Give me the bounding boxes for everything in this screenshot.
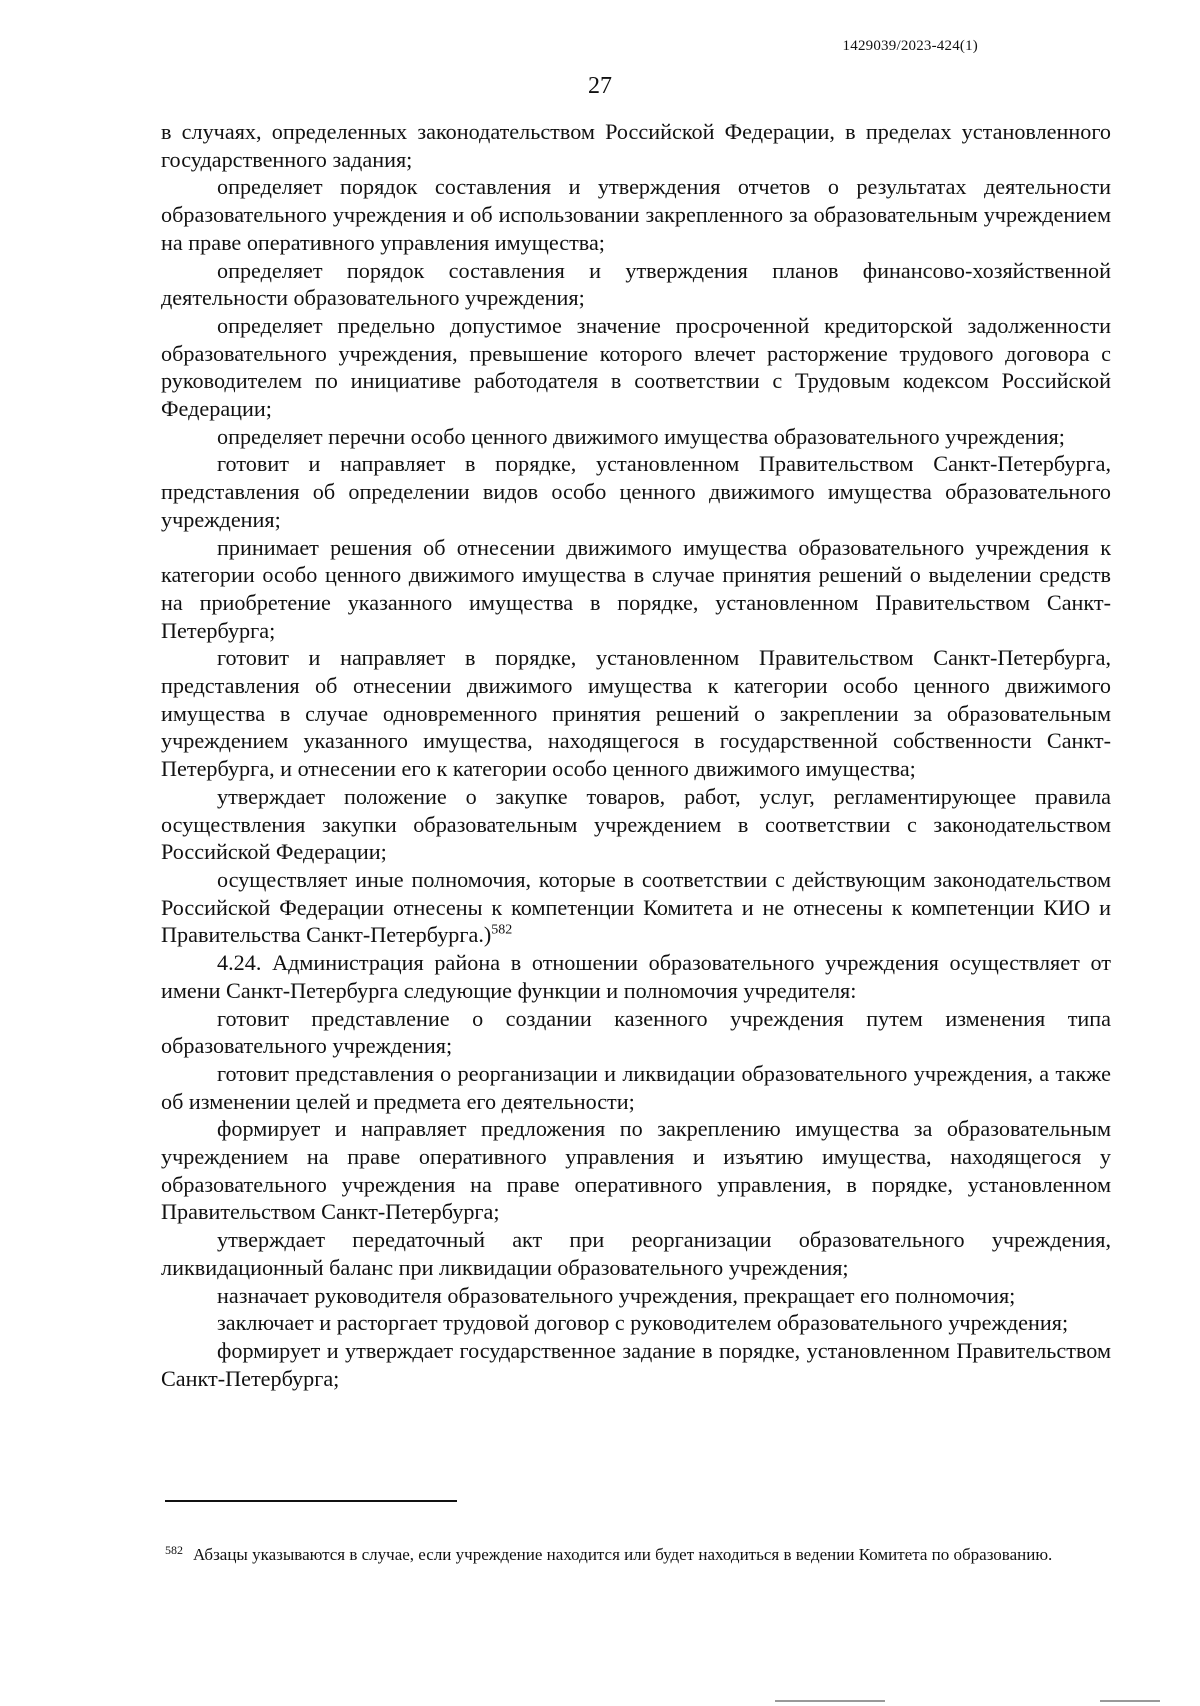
paragraph: заключает и расторгает трудовой договор с руководителем образовательного учреждения; xyxy=(217,1310,1069,1336)
paragraph-with-footnote xyxy=(161,866,1111,949)
footnote-separator xyxy=(165,1500,457,1502)
scan-artifact xyxy=(775,1700,885,1702)
paragraph: определяет порядок составления и утверждения планов финансово-хозяйственной деятельности образовательного учреждения; xyxy=(161,257,1111,311)
footnote xyxy=(165,1542,1111,1567)
paragraph: определяет перечни особо ценного движимого имущества образовательного учреждения; xyxy=(217,423,1065,449)
paragraph: принимает решения об отнесении движимого имущества образовательного учреждения к категории особо ценного движимого имущества в случае принятия решений о выделении средств на приобретение указанного имущества в порядке, установленном Правительством Санкт-Петербурга; xyxy=(161,534,1111,643)
paragraph: готовит представления о реорганизации и ликвидации образовательного учреждения, а также об изменении целей и предмета его деятельности; xyxy=(161,1060,1111,1114)
scan-artifact xyxy=(1100,1700,1160,1702)
paragraph: утверждает передаточный акт при реорганизации образовательного учреждения, ликвидационный баланс при ликвидации образовательного учреждения; xyxy=(161,1227,1111,1280)
document-number: 1429039/2023-424(1) xyxy=(842,38,978,54)
paragraph: назначает руководителя образовательного учреждения, прекращает его полномочия; xyxy=(217,1282,1016,1308)
footnote-reference[interactable]: 582 xyxy=(491,923,513,938)
paragraph: готовит представление о создании казенного учреждения путем изменения типа образовательного учреждения; xyxy=(161,1005,1111,1059)
section-4-24: 4.24. Администрация района в отношении образовательного учреждения осуществляет от имени Санкт-Петербурга следующие функции и полномочия учредителя: xyxy=(161,950,1111,1003)
paragraph: утверждает положение о закупке товаров, работ, услуг, регламентирующее правила осуществления закупки образовательным учреждением в соответствии с законодательством Российской Федерации; xyxy=(161,783,1111,865)
page-number: 27 xyxy=(588,73,612,99)
document-body xyxy=(161,118,1111,1392)
paragraph: готовит и направляет в порядке, установленном Правительством Санкт-Петербурга, представления об отнесении движимого имущества к категории особо ценного движимого имущества в случае одновременного принятия решений о закреплении за образовательным учреждением указанного имущества, находящегося в государственной собственности Санкт-Петербурга, и отнесении его к категории особо ценного движимого имущества; xyxy=(161,645,1111,782)
paragraph: в случаях, определенных законодательством Российской Федерации, в пределах установленного государственного задания; xyxy=(161,119,1111,172)
paragraph-text: осуществляет иные полномочия, которые в соответствии с действующим законодательством Российской Федерации отнесены к компетенции Комитета и не отнесены к компетенции КИО и Правительства Санкт-Петербурга.) xyxy=(161,866,1111,948)
paragraph: определяет порядок составления и утверждения отчетов о результатах деятельности образовательного учреждения и об использовании закрепленного за образовательным учреждением на праве оперативного управления имущества; xyxy=(161,174,1111,255)
paragraph: определяет предельно допустимое значение просроченной кредиторской задолженности образовательного учреждения, превышение которого влечет расторжение трудового договора с руководителем по инициативе работодателя в соответствии с Трудовым кодексом Российской Федерации; xyxy=(161,312,1111,422)
paragraph: формирует и направляет предложения по закреплению имущества за образовательным учреждением на праве оперативного управления и изъятию имущества, находящегося у образовательного учреждения на праве оперативного управления, в порядке, установленном Правительством Санкт-Петербурга; xyxy=(161,1116,1111,1225)
paragraph: готовит и направляет в порядке, установленном Правительством Санкт-Петербурга, представления об определении видов особо ценного движимого имущества образовательного учреждения; xyxy=(161,451,1111,532)
footnote-mark: 582 xyxy=(165,1543,183,1557)
footnote-text: Абзацы указываются в случае, если учреждение находится или будет находиться в ведении Комитета по образованию. xyxy=(193,1545,1053,1564)
paragraph: формирует и утверждает государственное задание в порядке, установленном Правительством Санкт-Петербурга; xyxy=(161,1337,1111,1391)
